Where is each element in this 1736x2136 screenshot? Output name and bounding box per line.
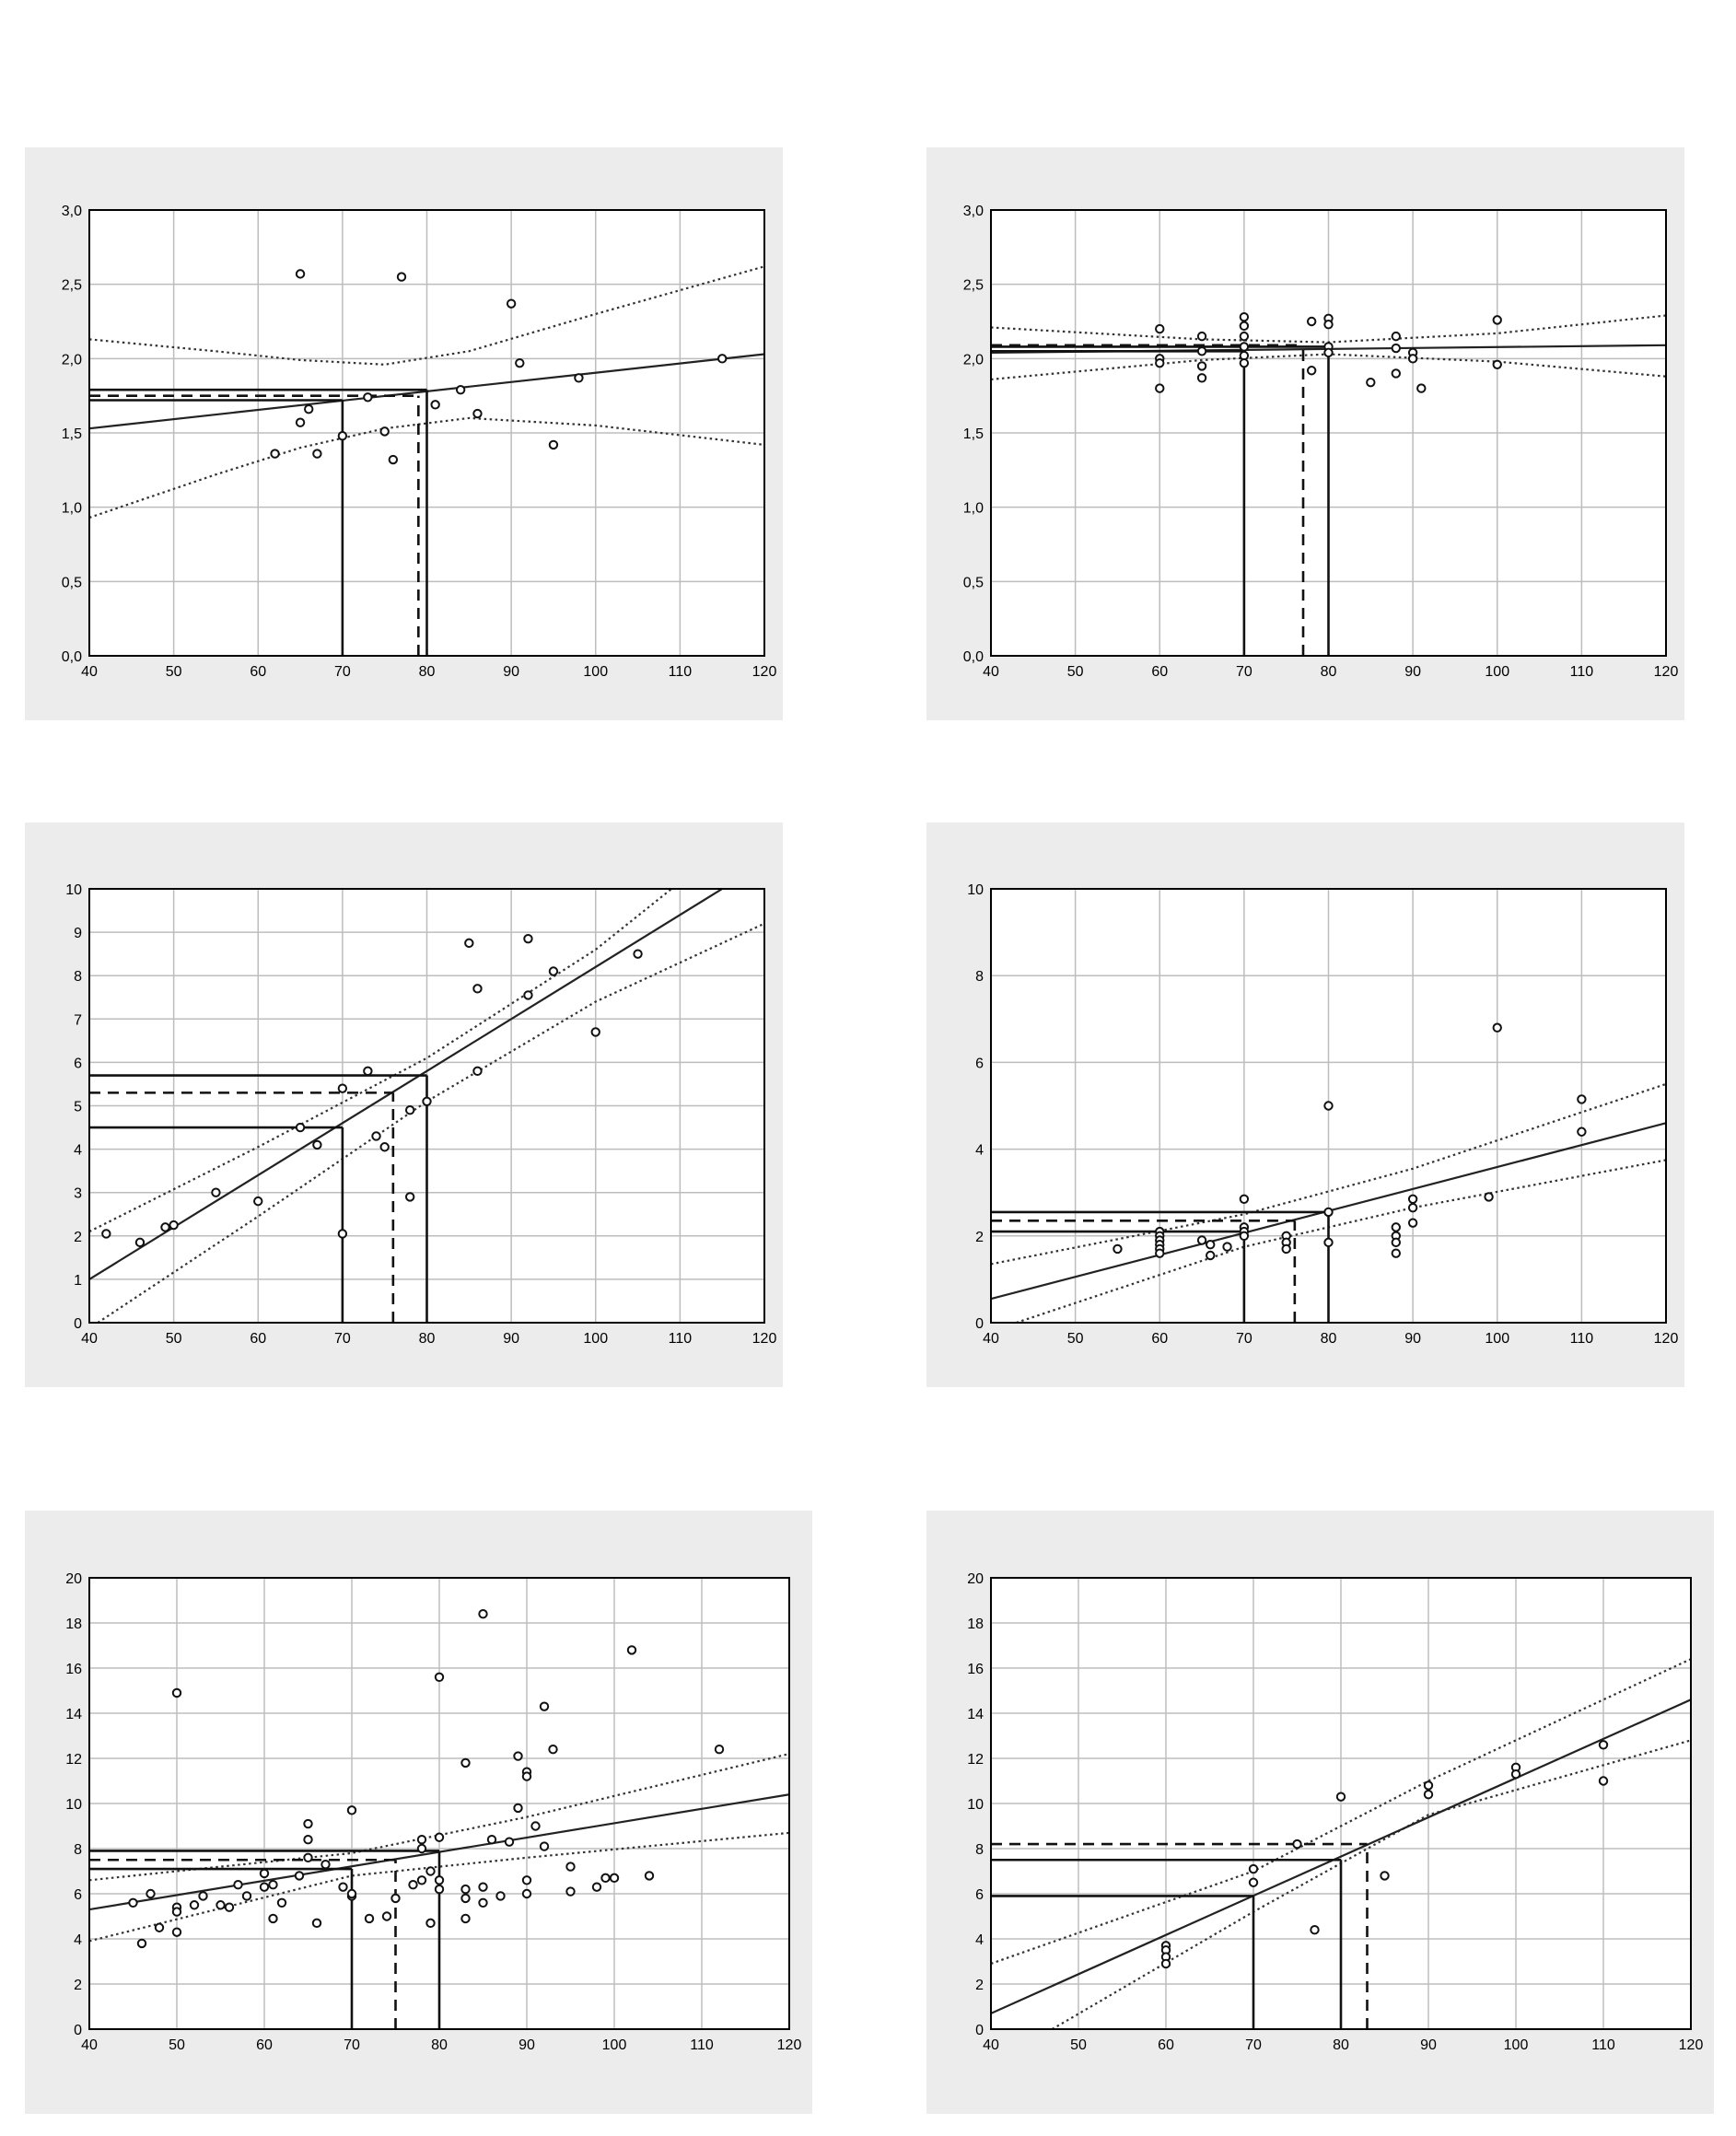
x-tick-label: 40 [81,1331,98,1347]
x-tick-label: 40 [81,664,98,680]
y-tick-label: 1,0 [61,500,82,517]
x-tick-label: 90 [503,664,520,680]
data-point [1324,1208,1332,1216]
y-tick-label: 10 [967,882,984,898]
x-tick-label: 110 [1569,1331,1594,1347]
x-tick-label: 40 [81,2037,98,2053]
x-tick-label: 120 [1653,664,1679,680]
x-tick-label: 50 [169,2037,185,2053]
x-tick-label: 90 [518,2037,535,2053]
data-point [1250,1879,1257,1886]
data-point [550,441,557,449]
y-tick-label: 10 [967,1797,984,1813]
data-point [348,1806,355,1814]
data-point [628,1646,635,1653]
data-point [592,1028,600,1035]
y-tick-label: 0 [975,2023,984,2038]
data-point [461,1915,469,1922]
data-point [541,1702,548,1710]
x-tick-label: 40 [983,2037,999,2053]
y-tick-label: 16 [65,1662,82,1677]
data-point [321,1861,329,1868]
data-point [465,940,472,947]
data-point [479,1899,486,1907]
data-point [269,1915,276,1922]
y-tick-label: 4 [74,1932,82,1948]
data-point [1293,1840,1300,1848]
data-point [136,1239,144,1246]
x-tick-label: 110 [690,2037,714,2053]
y-tick-label: 4 [975,1932,984,1948]
x-tick-label: 60 [250,1331,267,1347]
data-point [313,449,320,457]
data-point [406,1193,414,1200]
data-point [366,1915,373,1922]
data-point [406,1106,414,1114]
data-point [339,1084,346,1091]
data-point [297,1124,304,1131]
data-point [479,1883,486,1890]
y-tick-label: 6 [975,1056,984,1072]
data-point [549,1745,556,1753]
y-tick-label: 3,0 [61,204,82,219]
x-tick-label: 80 [1333,2037,1349,2053]
x-tick-label: 110 [1591,2037,1615,2053]
y-tick-label: 10 [65,882,82,898]
x-tick-label: 80 [1320,664,1337,680]
y-tick-label: 8 [74,969,82,986]
data-point [1392,1239,1400,1246]
data-point [1282,1245,1289,1253]
y-tick-label: 12 [65,1752,82,1768]
data-point [1409,1204,1416,1211]
x-tick-label: 70 [344,2037,360,2053]
data-point [173,1908,181,1915]
x-tick-label: 60 [1151,664,1169,680]
data-point [1113,1245,1121,1253]
data-point [146,1890,154,1897]
data-point [1324,321,1332,328]
data-point [634,950,641,957]
data-point [473,1068,481,1075]
x-tick-label: 70 [333,664,351,680]
data-point [1241,359,1248,367]
data-point [1578,1095,1585,1103]
data-point [1392,369,1400,377]
y-tick-label: 14 [967,1707,984,1722]
data-point [173,1689,181,1697]
y-tick-label: 0,5 [61,575,82,591]
data-point [1206,1252,1214,1259]
y-tick-label: 16 [967,1662,984,1677]
data-point [305,405,312,413]
data-point [1425,1791,1432,1798]
data-point [1337,1792,1345,1800]
y-tick-label: 1,5 [962,426,984,442]
data-point [1425,1781,1432,1789]
data-point [1156,325,1163,333]
data-point [173,1928,181,1935]
chart-svg [25,1511,812,2114]
data-point [601,1874,609,1882]
data-point [398,273,405,280]
data-point [1409,1196,1416,1203]
data-point [461,1895,469,1902]
chart-svg [926,147,1684,720]
data-point [436,1885,443,1893]
data-point [646,1872,653,1879]
data-point [212,1189,219,1196]
y-tick-label: 0 [74,2023,82,2038]
chart-panel-4 [926,823,1684,1387]
x-tick-label: 40 [983,664,999,680]
x-tick-label: 70 [333,1331,351,1347]
data-point [524,935,531,942]
data-point [488,1836,495,1843]
y-tick-label: 18 [967,1617,984,1632]
data-point [418,1876,425,1884]
y-tick-label: 2 [74,1978,82,1993]
data-point [523,1876,530,1884]
x-tick-label: 100 [1503,2037,1529,2053]
data-point [391,1895,399,1902]
y-tick-label: 7 [74,1012,82,1029]
x-tick-label: 100 [583,1331,609,1347]
data-point [1600,1777,1607,1784]
data-point [1485,1193,1492,1200]
chart-svg [25,147,783,720]
data-point [1198,1236,1206,1243]
data-point [436,1674,443,1681]
y-tick-label: 14 [65,1707,82,1722]
data-point [409,1881,416,1888]
data-point [1308,318,1315,325]
data-point [1392,344,1400,352]
y-tick-label: 12 [967,1752,984,1768]
data-point [304,1820,311,1827]
x-tick-label: 80 [431,2037,448,2053]
data-point [1392,1249,1400,1256]
data-point [269,1881,276,1888]
x-tick-label: 70 [1245,2037,1262,2053]
y-tick-label: 18 [65,1617,82,1632]
data-point [461,1885,469,1893]
data-point [1600,1741,1607,1748]
x-tick-label: 80 [418,664,436,680]
data-point [102,1230,110,1237]
data-point [1241,1196,1248,1203]
data-point [339,1883,346,1890]
y-tick-label: 3,0 [962,204,984,219]
data-point [1241,313,1248,321]
data-point [457,386,464,393]
data-point [383,1912,390,1920]
x-tick-label: 120 [776,2037,802,2053]
y-tick-label: 0,5 [962,575,984,591]
data-point [1324,349,1332,356]
data-point [418,1845,425,1852]
y-tick-label: 1 [74,1272,82,1289]
data-point [1512,1770,1520,1778]
x-tick-label: 50 [165,1331,182,1347]
data-point [313,1141,320,1149]
chart-svg [926,823,1684,1387]
data-point [1381,1872,1388,1879]
chart-panel-5 [25,1511,812,2114]
x-tick-label: 80 [418,1331,436,1347]
chart-svg [926,1511,1714,2114]
data-point [1250,1865,1257,1873]
data-point [1162,1960,1170,1967]
y-tick-label: 2 [74,1229,82,1245]
y-tick-label: 8 [975,1842,984,1858]
data-point [1156,359,1163,367]
y-tick-label: 10 [65,1797,82,1813]
data-point [550,967,557,975]
y-tick-label: 6 [975,1887,984,1903]
data-point [199,1892,206,1899]
data-point [1241,333,1248,340]
chart-panel-6 [926,1511,1714,2114]
data-point [254,1197,262,1205]
data-point [138,1940,146,1947]
x-tick-label: 110 [1569,664,1594,680]
data-point [261,1870,268,1877]
data-point [436,1834,443,1841]
data-point [1223,1243,1230,1250]
x-tick-label: 60 [1158,2037,1174,2053]
data-point [1324,1239,1332,1246]
x-tick-label: 120 [751,1331,777,1347]
data-point [1241,322,1248,330]
y-tick-label: 6 [74,1887,82,1903]
y-tick-label: 0 [975,1316,984,1332]
data-point [611,1874,618,1882]
data-point [1392,1223,1400,1231]
data-point [1392,333,1400,340]
data-point [514,1752,521,1759]
data-point [523,1772,530,1780]
data-point [1311,1926,1318,1933]
y-tick-label: 8 [975,969,984,986]
data-point [348,1890,355,1897]
y-tick-label: 6 [74,1056,82,1072]
data-point [380,427,388,435]
data-point [1308,367,1315,374]
data-point [531,1822,539,1829]
data-point [1409,1219,1416,1226]
data-point [380,1143,388,1150]
data-point [297,270,304,277]
data-point [575,374,582,381]
x-tick-label: 50 [1066,664,1084,680]
data-point [261,1883,268,1890]
chart-panel-3 [25,823,783,1387]
x-tick-label: 100 [601,2037,627,2053]
data-point [523,1890,530,1897]
data-point [473,410,481,417]
data-point [716,1745,723,1753]
y-tick-label: 1,5 [61,426,82,442]
x-tick-label: 120 [1678,2037,1704,2053]
data-point [216,1901,224,1908]
data-point [1367,379,1374,386]
data-point [304,1854,311,1862]
data-point [479,1610,486,1617]
data-point [234,1881,241,1888]
data-point [718,355,726,362]
data-point [304,1836,311,1843]
y-tick-label: 1,0 [962,500,984,517]
y-tick-label: 2 [975,1978,984,1993]
data-point [524,991,531,998]
y-tick-label: 5 [74,1099,82,1115]
data-point [271,449,278,457]
data-point [1324,1102,1332,1109]
data-point [1241,343,1248,350]
data-point [372,1132,379,1139]
data-point [1198,374,1206,381]
data-point [566,1887,574,1895]
data-point [1206,1241,1214,1248]
data-point [1198,347,1206,355]
data-point [506,1838,513,1845]
data-point [390,456,397,463]
data-point [1241,1232,1248,1240]
y-tick-label: 9 [74,926,82,942]
data-point [191,1901,198,1908]
y-tick-label: 0,0 [61,649,82,665]
data-point [1156,1249,1163,1256]
data-point [541,1842,548,1850]
y-tick-label: 0,0 [962,649,984,665]
data-point [1494,361,1501,368]
x-tick-label: 60 [256,2037,273,2053]
x-tick-label: 100 [1485,1331,1510,1347]
y-tick-label: 2,5 [962,277,984,294]
data-point [473,985,481,992]
x-tick-label: 50 [1066,1331,1084,1347]
data-point [156,1924,163,1932]
data-point [364,1068,371,1075]
data-point [418,1836,425,1843]
data-point [278,1899,285,1907]
y-tick-label: 8 [74,1842,82,1858]
y-tick-label: 2,0 [61,352,82,368]
data-point [1578,1128,1585,1136]
data-point [161,1223,169,1231]
data-point [296,1872,303,1879]
data-point [507,299,515,307]
data-point [426,1920,434,1927]
data-point [496,1892,504,1899]
data-point [339,1230,346,1237]
data-point [593,1883,600,1890]
data-point [339,432,346,439]
x-tick-label: 90 [503,1331,520,1347]
y-tick-label: 2,5 [61,277,82,294]
y-tick-label: 4 [74,1142,82,1159]
data-point [169,1221,177,1229]
x-tick-label: 90 [1404,1331,1422,1347]
x-tick-label: 120 [1653,1331,1679,1347]
data-point [1494,1024,1501,1032]
data-point [364,393,371,401]
x-tick-label: 100 [583,664,609,680]
data-point [313,1920,320,1927]
y-tick-label: 20 [967,1571,984,1587]
x-tick-label: 50 [165,664,182,680]
data-point [1198,333,1206,340]
data-point [431,401,438,408]
y-tick-label: 2,0 [962,352,984,368]
chart-svg [25,823,783,1387]
chart-panel-1 [25,147,783,720]
data-point [461,1759,469,1767]
x-tick-label: 120 [751,664,777,680]
x-tick-label: 90 [1404,664,1422,680]
x-tick-label: 40 [983,1331,999,1347]
x-tick-label: 80 [1320,1331,1337,1347]
x-tick-label: 90 [1420,2037,1437,2053]
data-point [514,1804,521,1812]
y-tick-label: 20 [65,1571,82,1587]
data-point [243,1892,250,1899]
y-tick-label: 3 [74,1185,82,1202]
data-point [1198,362,1206,369]
y-tick-label: 4 [975,1142,984,1159]
x-tick-label: 110 [668,1331,693,1347]
data-point [129,1899,136,1907]
chart-panel-2 [926,147,1684,720]
x-tick-label: 110 [668,664,693,680]
data-point [1409,355,1416,362]
data-point [566,1862,574,1870]
data-point [436,1876,443,1884]
data-point [516,359,523,367]
data-point [1417,384,1425,391]
data-point [1494,316,1501,323]
x-tick-label: 70 [1235,664,1252,680]
x-tick-label: 60 [1151,1331,1169,1347]
y-tick-label: 2 [975,1229,984,1245]
data-point [297,419,304,426]
data-point [426,1867,434,1874]
x-tick-label: 70 [1235,1331,1252,1347]
data-point [226,1904,233,1911]
y-tick-label: 0 [74,1316,82,1332]
x-tick-label: 100 [1485,664,1510,680]
data-point [1156,384,1163,391]
x-tick-label: 60 [250,664,267,680]
data-point [423,1098,430,1105]
x-tick-label: 50 [1070,2037,1087,2053]
